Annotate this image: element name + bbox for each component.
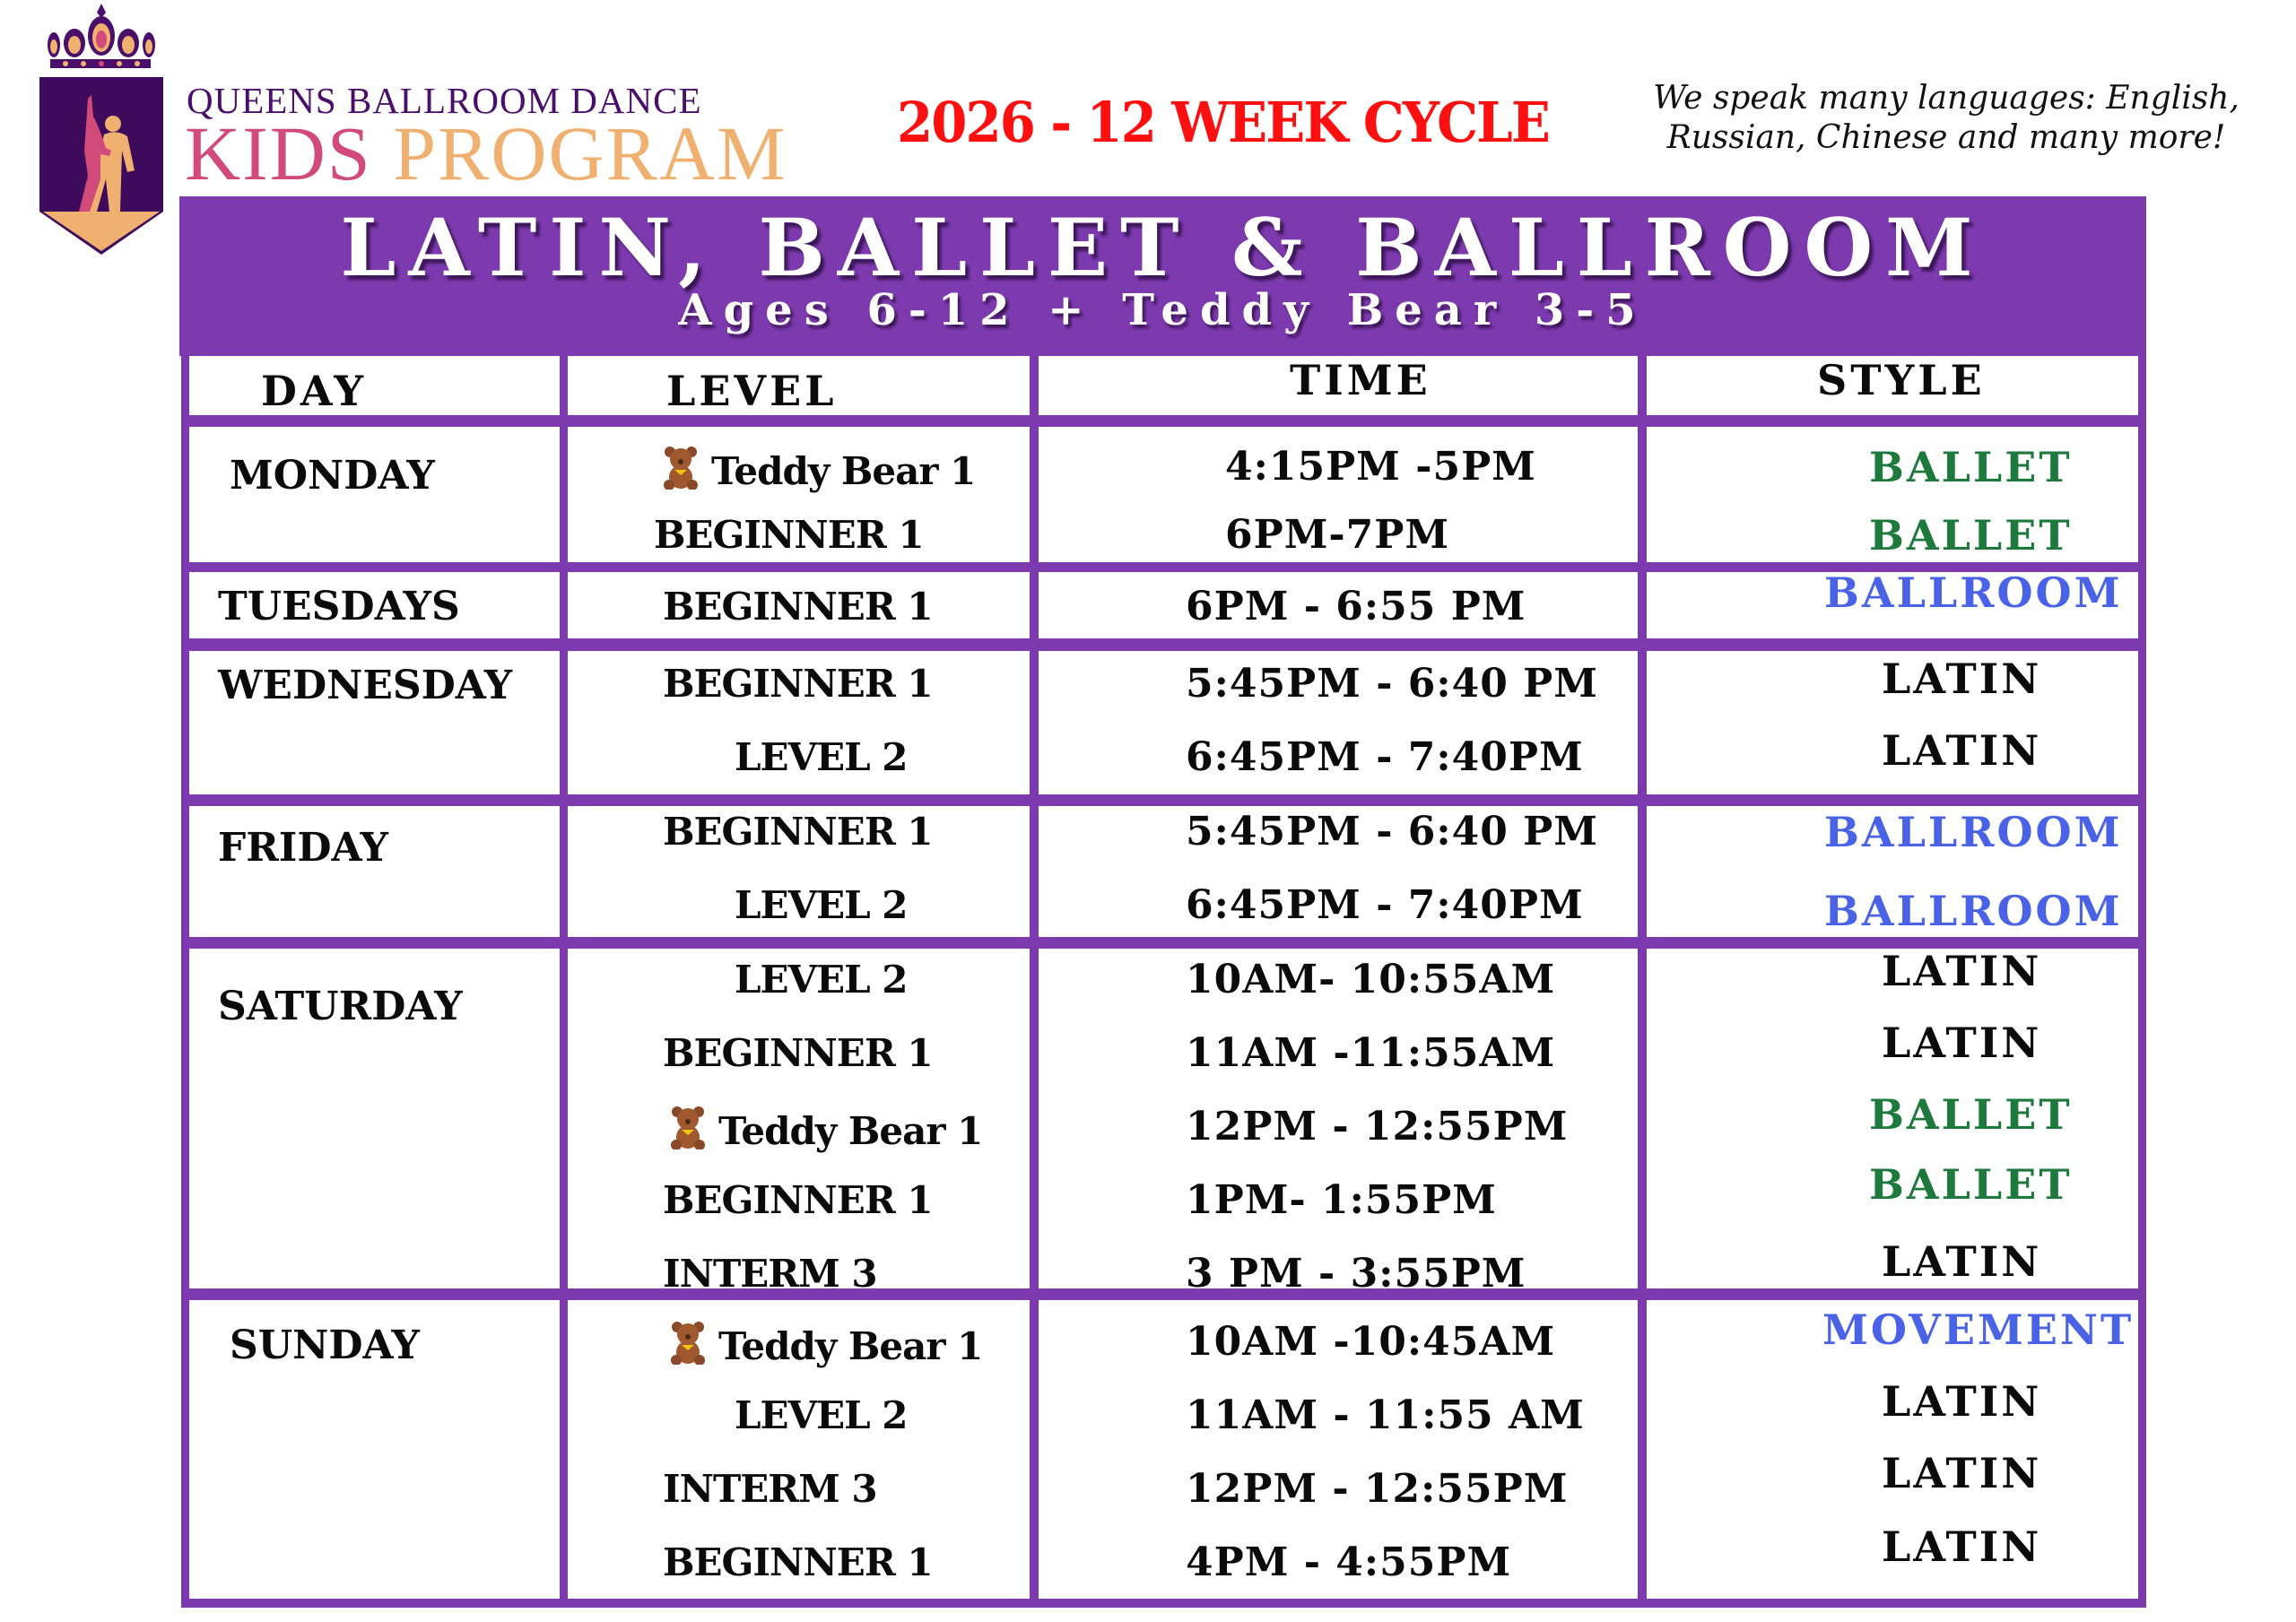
style-label: LATIN (1882, 947, 2042, 995)
style-cell-monday (1647, 427, 2138, 562)
style-label: BALLROOM (1824, 887, 2123, 935)
style-label: LATIN (1882, 655, 2042, 703)
style-label: BALLROOM (1824, 568, 2123, 617)
header-cell-time (1039, 356, 1638, 415)
time-cell-sunday (1039, 1300, 1638, 1599)
level-label: LEVEL 2 (735, 883, 908, 927)
level-label: INTERM 3 (663, 1252, 877, 1296)
day-cell-saturday (189, 949, 560, 1288)
day-cell-wednesday (189, 651, 560, 794)
level-cell-wednesday (568, 651, 1030, 794)
level-label: LEVEL 2 (735, 735, 908, 779)
program-title-kids: KIDS (185, 110, 372, 196)
program-title-program: PROGRAM (393, 110, 787, 196)
style-label: BALLET (1869, 511, 2073, 559)
time-label: 6PM-7PM (1225, 512, 1450, 558)
cycle-heading: 2026 - 12 WEEK CYCLE (897, 90, 1549, 155)
time-cell-friday (1039, 806, 1638, 937)
time-label: 12PM - 12:55PM (1186, 1466, 1569, 1512)
day-label: FRIDAY (218, 825, 388, 871)
languages-note-line1: We speak many languages: English, (1653, 80, 2239, 117)
time-label: 4PM - 4:55PM (1186, 1540, 1512, 1585)
day-cell-monday (189, 427, 560, 562)
header-cell-day (189, 356, 560, 415)
day-cell-friday (189, 806, 560, 937)
style-cell-wednesday (1647, 651, 2138, 794)
time-label: 10AM- 10:55AM (1186, 957, 1556, 1002)
time-label: 6PM - 6:55 PM (1186, 584, 1526, 629)
level-label: Teddy Bear 1 (661, 445, 975, 494)
languages-note-line2: Russian, Chinese and many more! (1666, 119, 2226, 156)
program-title (185, 110, 787, 196)
header-cell-level (568, 356, 1030, 415)
level-label: BEGINNER 1 (663, 1178, 933, 1222)
time-cell-saturday (1039, 949, 1638, 1297)
header-cell-style (1647, 356, 2138, 415)
level-label: BEGINNER 1 (663, 1540, 933, 1584)
teddy-bear-icon (668, 1105, 708, 1149)
style-cell-friday (1647, 806, 2138, 937)
style-label: LATIN (1882, 1377, 2042, 1426)
style-label: MOVEMENT (1822, 1305, 2135, 1354)
time-label: 3 PM - 3:55PM (1186, 1251, 1526, 1297)
crown-icon (48, 4, 155, 68)
header-level: LEVEL (666, 367, 838, 415)
time-cell-monday (1039, 427, 1638, 562)
time-label: 6:45PM - 7:40PM (1186, 882, 1584, 928)
dancers-shield-icon (39, 77, 163, 255)
teddy-bear-icon (668, 1320, 708, 1365)
day-label: SUNDAY (230, 1323, 420, 1368)
style-label: BALLROOM (1824, 808, 2123, 856)
day-label: SATURDAY (218, 984, 463, 1029)
time-cell-wednesday (1039, 651, 1638, 794)
style-label: LATIN (1882, 1522, 2042, 1571)
level-label: BEGINNER 1 (663, 1031, 933, 1075)
level-cell-sunday (568, 1300, 1030, 1599)
languages-note (1605, 79, 2287, 158)
teddy-bear-icon (661, 445, 700, 490)
day-label: TUESDAYS (218, 584, 460, 629)
level-label: BEGINNER 1 (663, 662, 933, 706)
style-label: BALLET (1869, 1160, 2073, 1209)
level-label: BEGINNER 1 (663, 585, 933, 629)
header-time: TIME (1290, 356, 1431, 404)
header-day: DAY (261, 367, 368, 415)
level-label: Teddy Bear 1 (668, 1105, 982, 1154)
time-label: 5:45PM - 6:40 PM (1186, 809, 1598, 854)
style-cell-saturday (1647, 949, 2138, 1288)
time-label: 1PM- 1:55PM (1186, 1177, 1497, 1223)
level-label: BEGINNER 1 (654, 513, 924, 557)
style-label: LATIN (1882, 726, 2042, 775)
header-style: STYLE (1817, 356, 1986, 404)
style-cell-tuesday (1647, 568, 2138, 638)
level-label: Teddy Bear 1 (668, 1320, 982, 1369)
time-label: 6:45PM - 7:40PM (1186, 734, 1584, 780)
brand-name: QUEENS BALLROOM DANCE (187, 80, 702, 121)
day-cell-tuesday (189, 572, 560, 638)
schedule-title: LATIN, BALLET & BALLROOM (340, 201, 1986, 294)
level-cell-tuesday (568, 572, 1030, 638)
style-label: LATIN (1882, 1237, 2042, 1286)
style-label: BALLET (1869, 443, 2073, 491)
style-label: BALLET (1869, 1090, 2073, 1139)
time-label: 11AM -11:55AM (1186, 1030, 1556, 1076)
style-label: LATIN (1882, 1449, 2042, 1497)
day-cell-sunday (189, 1300, 560, 1599)
time-label: 10AM -10:45AM (1186, 1319, 1556, 1365)
level-cell-friday (568, 806, 1030, 937)
time-label: 5:45PM - 6:40 PM (1186, 661, 1598, 707)
queens-ballroom-logo (34, 0, 169, 260)
day-label: WEDNESDAY (218, 663, 513, 708)
level-label: INTERM 3 (663, 1467, 877, 1511)
style-label: LATIN (1882, 1019, 2042, 1067)
style-cell-sunday (1647, 1300, 2138, 1599)
time-label: 11AM - 11:55 AM (1186, 1392, 1585, 1438)
time-cell-tuesday (1039, 572, 1638, 638)
day-label: MONDAY (230, 453, 435, 499)
time-label: 12PM - 12:55PM (1186, 1104, 1569, 1149)
level-cell-monday (568, 427, 1030, 562)
schedule-subtitle: Ages 6-12 + Teddy Bear 3-5 (678, 285, 1648, 335)
level-label: BEGINNER 1 (663, 810, 933, 854)
level-cell-saturday (568, 949, 1030, 1296)
time-label: 4:15PM -5PM (1225, 444, 1536, 490)
level-label: LEVEL 2 (735, 1393, 908, 1437)
level-label: LEVEL 2 (735, 958, 908, 1002)
